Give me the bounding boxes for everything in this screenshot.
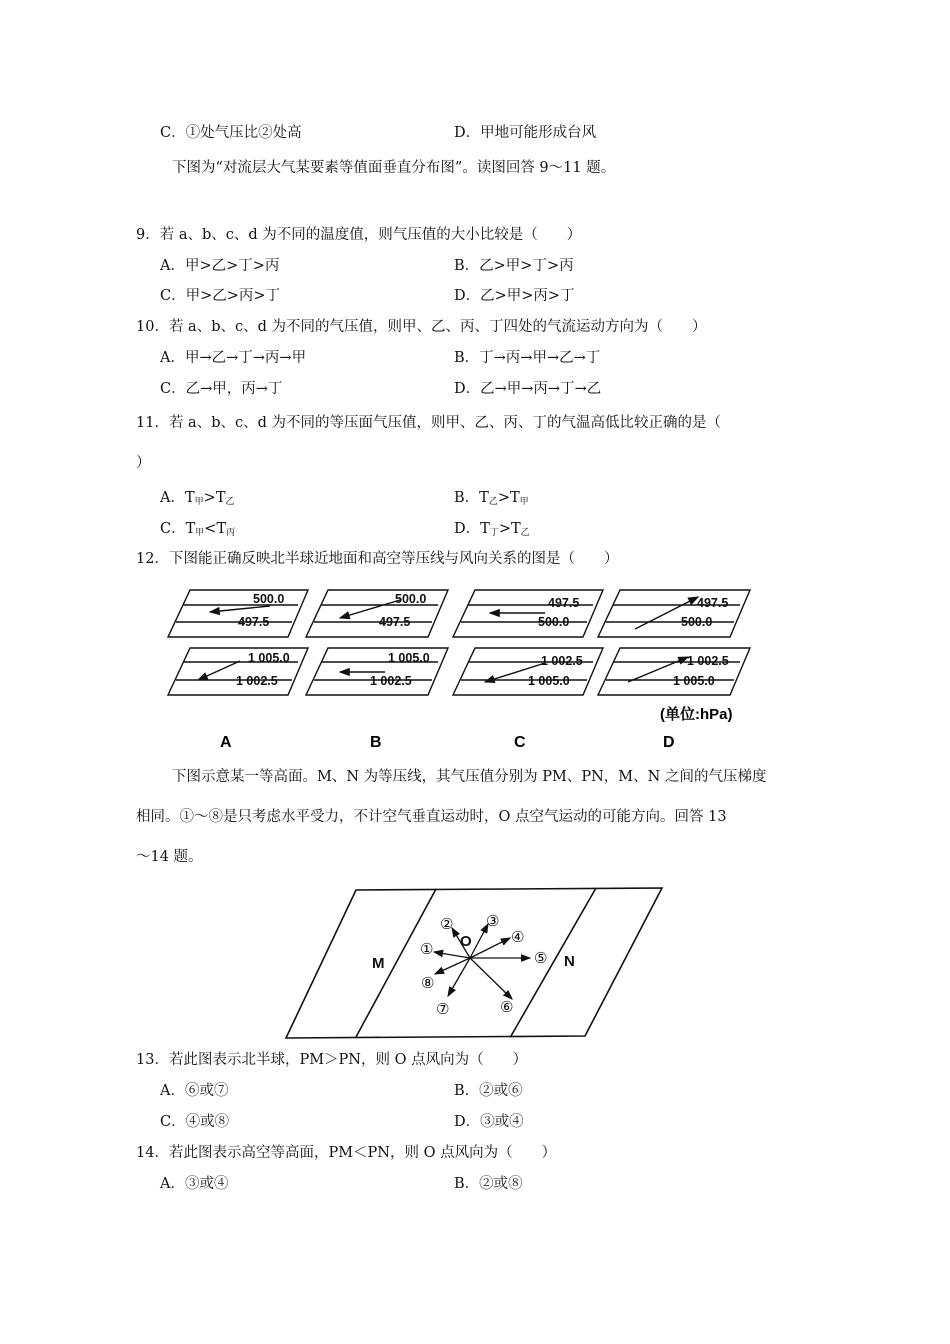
a-bot1: 1 005.0 bbox=[248, 651, 290, 665]
unit-label: (单位:hPa) bbox=[660, 706, 733, 723]
intro-13-14-line1: 下图示意某一等高面。M、N 为等压线，其气压值分别为 PM、PN，M、N 之间的气压梯度 bbox=[172, 769, 767, 785]
c-top1: 497.5 bbox=[548, 596, 580, 610]
q11-option-a: A．$T_甲>T_乙$ bbox=[160, 490, 235, 507]
q9-option-c: C．甲>乙>丙>丁 bbox=[160, 288, 281, 304]
plane-outline bbox=[286, 888, 662, 1038]
q9-option-a: A．甲>乙>丁>丙 bbox=[160, 258, 280, 274]
b-top2: 497.5 bbox=[379, 615, 411, 629]
q14-stem: 14．若此图表示高空等高面，PM＜PN，则 O 点风向为（ ） bbox=[136, 1145, 557, 1161]
q11-option-b: B．$T_乙>T_甲$ bbox=[454, 490, 529, 507]
label-d: D bbox=[663, 734, 675, 751]
a-top1: 500.0 bbox=[253, 592, 285, 606]
label-a: A bbox=[220, 734, 232, 751]
q13-option-a: A．⑥或⑦ bbox=[160, 1083, 229, 1099]
q14-option-b: B．②或⑧ bbox=[454, 1176, 523, 1192]
q13-stem: 13．若此图表示北半球，PM＞PN，则 O 点风向为（ ） bbox=[136, 1052, 528, 1068]
label-c: C bbox=[514, 734, 526, 751]
dir-1: ① bbox=[420, 941, 434, 958]
q13-option-b: B．②或⑥ bbox=[454, 1083, 523, 1099]
a-top2: 497.5 bbox=[238, 615, 270, 629]
q9-option-b: B．乙>甲>丁>丙 bbox=[454, 258, 574, 274]
dir-6: ⑥ bbox=[500, 999, 514, 1016]
q12-stem: 12．下图能正确反映北半球近地面和高空等压线与风向关系的图是（ ） bbox=[136, 551, 619, 567]
dir-4: ④ bbox=[511, 929, 525, 946]
q9-option-d: D．乙>甲>丙>丁 bbox=[454, 288, 575, 304]
q14-option-a: A．③或④ bbox=[160, 1176, 229, 1192]
q11-option-d: D．$T_丁>T_乙$ bbox=[454, 521, 530, 538]
isobar-m bbox=[356, 889, 436, 1037]
intro-13-14-line3: ～14 题。 bbox=[136, 849, 203, 865]
intro-13-14-line2: 相同。①～⑧是只考虑水平受力，不计空气垂直运动时，O 点空气运动的可能方向。回答 13 bbox=[136, 809, 727, 825]
panel-a-upper bbox=[168, 590, 308, 637]
isobar-n bbox=[511, 888, 596, 1036]
q13-option-d: D．③或④ bbox=[454, 1114, 524, 1130]
intro-9-11: 下图为“对流层大气某要素等值面垂直分布图”。读图回答 9～11 题。 bbox=[172, 160, 616, 176]
dir-5: ⑤ bbox=[534, 950, 548, 967]
q11-stem-cont: ） bbox=[136, 455, 151, 471]
label-m: M bbox=[372, 955, 385, 972]
panel-b-upper bbox=[306, 590, 448, 637]
q10-option-d: D．乙→甲→丙→丁→乙 bbox=[454, 381, 602, 397]
q11-option-c: C．$T_甲<T_丙$ bbox=[160, 521, 236, 538]
q11-stem: 11．若 a、b、c、d 为不同的等压面气压值，则甲、乙、丙、丁的气温高低比较正确的是（ bbox=[136, 415, 721, 431]
d-bot2: 1 005.0 bbox=[673, 674, 715, 688]
label-b: B bbox=[370, 734, 382, 751]
dir-7: ⑦ bbox=[436, 1001, 450, 1018]
c-bot1: 1 002.5 bbox=[541, 654, 583, 668]
q9-stem: 9．若 a、b、c、d 为不同的温度值，则气压值的大小比较是（ ） bbox=[136, 227, 582, 243]
mn-isobar-figure bbox=[280, 884, 670, 1044]
prev-option-d: D．甲地可能形成台风 bbox=[454, 125, 597, 141]
b-top1: 500.0 bbox=[395, 592, 427, 606]
prev-option-c: C．①处气压比②处高 bbox=[160, 125, 302, 141]
c-top2: 500.0 bbox=[538, 615, 570, 629]
label-n: N bbox=[564, 953, 575, 970]
d-top2: 500.0 bbox=[681, 615, 713, 629]
q10-option-a: A．甲→乙→丁→丙→甲 bbox=[160, 350, 307, 366]
dir-3: ③ bbox=[486, 913, 500, 930]
d-top1: 497.5 bbox=[697, 596, 729, 610]
q13-option-c: C．④或⑧ bbox=[160, 1114, 230, 1130]
dir-8: ⑧ bbox=[421, 975, 435, 992]
q10-option-b: B．丁→丙→甲→乙→丁 bbox=[454, 350, 601, 366]
q10-stem: 10．若 a、b、c、d 为不同的气压值，则甲、乙、丙、丁四处的气流运动方向为（ ） bbox=[136, 319, 707, 335]
b-bot1: 1 005.0 bbox=[388, 651, 430, 665]
a-bot2: 1 002.5 bbox=[236, 674, 278, 688]
c-bot2: 1 005.0 bbox=[528, 674, 570, 688]
isobar-wind-figure bbox=[160, 585, 760, 755]
dir-2: ② bbox=[440, 916, 454, 933]
q10-option-c: C．乙→甲，丙→丁 bbox=[160, 381, 283, 397]
label-o: O bbox=[460, 933, 472, 950]
b-bot2: 1 002.5 bbox=[370, 674, 412, 688]
d-bot1: 1 002.5 bbox=[687, 654, 729, 668]
